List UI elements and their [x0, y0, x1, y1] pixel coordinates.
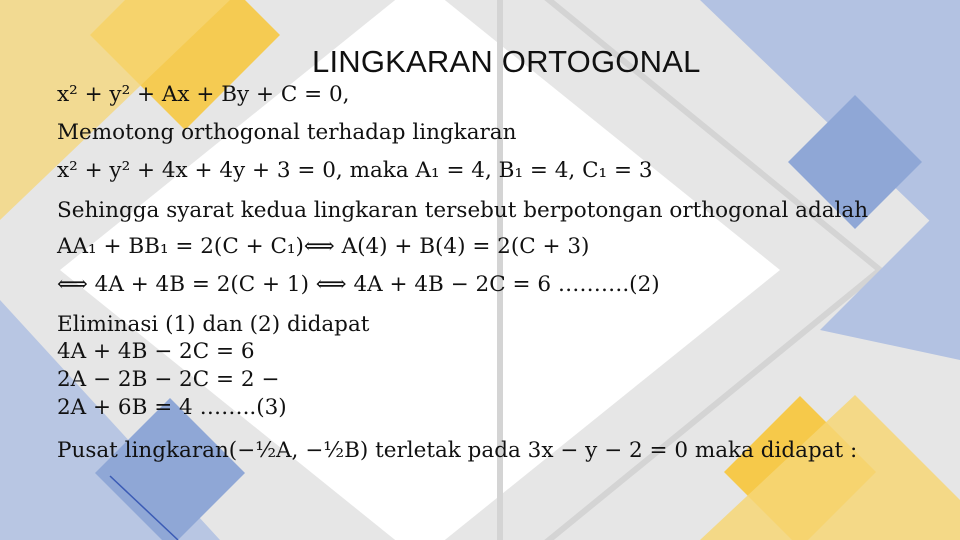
text-line-1: x² + y² + Ax + By + C = 0,: [57, 82, 350, 107]
text-line-9: 2A − 2B − 2C = 2 −: [57, 367, 280, 392]
text-line-6: ⟺ 4A + 4B = 2(C + 1) ⟺ 4A + 4B − 2C = 6 ……….(2): [57, 272, 660, 297]
text-line-7: Eliminasi (1) dan (2) didapat: [57, 312, 370, 337]
text-line-3: x² + y² + 4x + 4y + 3 = 0, maka A₁ = 4, B₁ = 4, C₁ = 3: [57, 158, 653, 183]
text-line-10: 2A + 6B = 4 ……..(3): [57, 395, 287, 420]
slide-title: LINGKARAN ORTOGONAL: [312, 44, 701, 79]
text-line-11: Pusat lingkaran(−½A, −½B) terletak pada 3x − y − 2 = 0 maka didapat :: [57, 438, 858, 463]
text-line-5: AA₁ + BB₁ = 2(C + C₁)⟺ A(4) + B(4) = 2(C + 3): [57, 234, 590, 259]
text-line-2: Memotong orthogonal terhadap lingkaran: [57, 120, 517, 145]
text-line-8: 4A + 4B − 2C = 6: [57, 339, 255, 364]
text-line-4: Sehingga syarat kedua lingkaran tersebut berpotongan orthogonal adalah: [57, 198, 869, 223]
